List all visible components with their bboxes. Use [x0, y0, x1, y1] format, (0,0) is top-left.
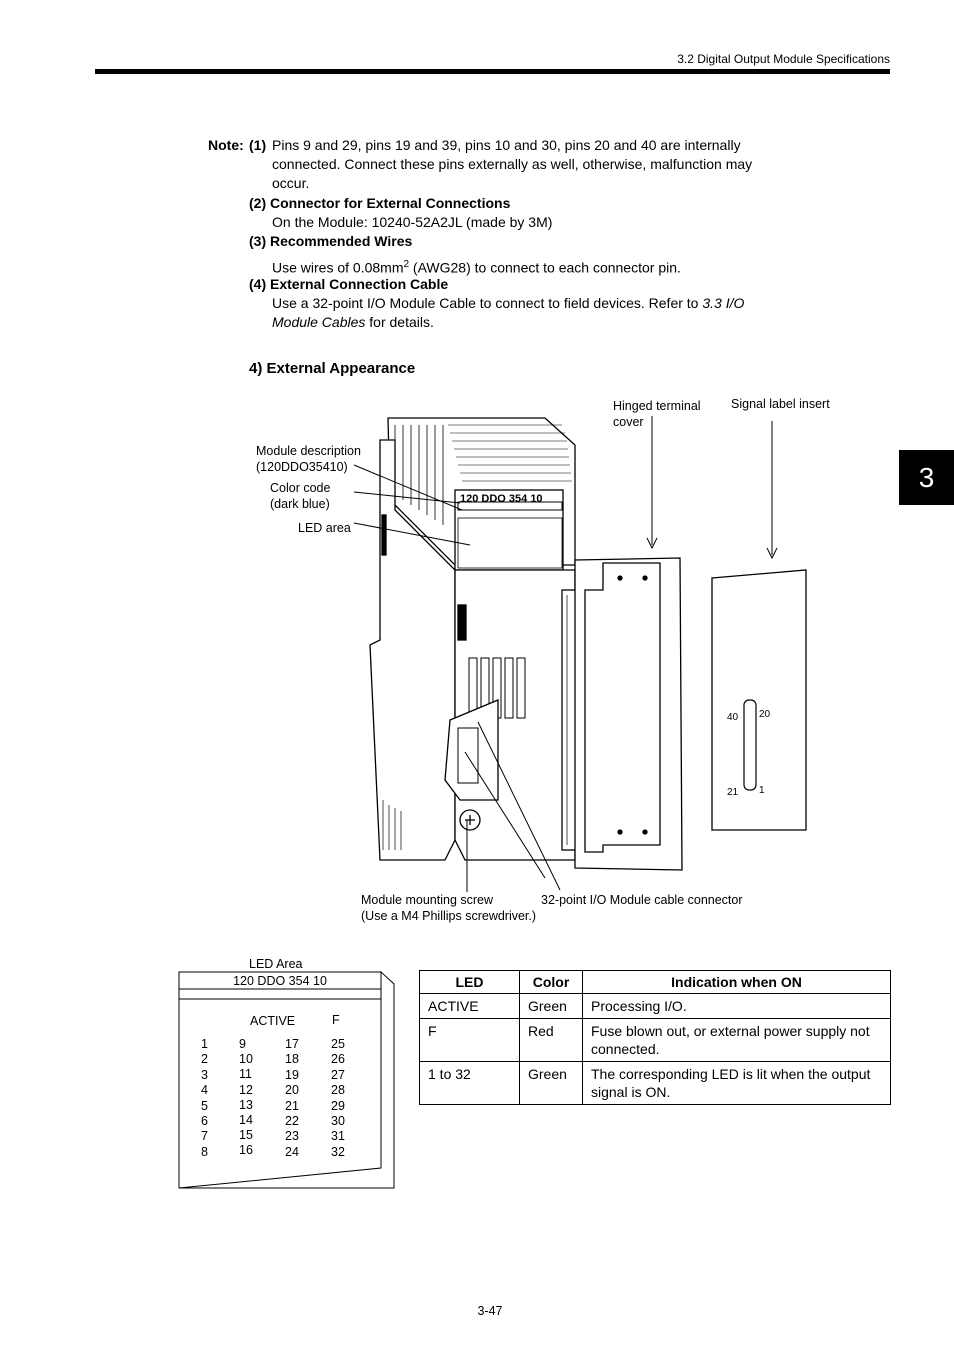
led-indication-table — [419, 970, 891, 1105]
cell-indication: Fuse blown out, or external power supply not connected. — [583, 1019, 891, 1062]
label-hinged-cover: Hinged terminal cover — [613, 399, 701, 429]
label-cable-connector: 32-point I/O Module cable connector — [541, 893, 743, 907]
cell-led: F — [420, 1019, 520, 1062]
header-led: LED — [420, 971, 520, 994]
led-area-active: ACTIVE — [250, 1014, 296, 1028]
label-led-area: LED area — [298, 521, 351, 535]
led-area-fuse: F — [332, 1013, 340, 1027]
note-1-number: (1) — [249, 137, 267, 153]
table-row — [420, 1019, 891, 1062]
cell-color: Red — [520, 1019, 583, 1062]
table-row — [420, 1062, 891, 1105]
cell-indication: Processing I/O. — [583, 994, 891, 1019]
label-signal-insert: Signal label insert — [731, 397, 830, 411]
note-4-text: Use a 32-point I/O Module Cable to connect to field devices. Refer to 3.3 I/O Module Cables for details. — [272, 295, 745, 330]
page-number: 3-47 — [477, 1304, 503, 1318]
section-heading: 4) External Appearance — [249, 360, 416, 377]
module-marking: 120 DDO 354 10 — [460, 493, 543, 505]
note-2-heading: (2) Connector for External Connections — [249, 195, 511, 211]
insert-pin-40: 40 — [727, 712, 739, 723]
running-header: 3.2 Digital Output Module Specifications — [677, 52, 890, 66]
note-label: Note: — [208, 137, 244, 153]
header-color: Color — [520, 971, 583, 994]
label-color-code: Color code (dark blue) — [270, 481, 331, 511]
cell-led: ACTIVE — [420, 994, 520, 1019]
led-col-1: 1 2 3 4 5 6 7 8 — [201, 1037, 208, 1159]
table-header-row — [420, 971, 891, 994]
note-2-text: On the Module: 10240-52A2JL (made by 3M) — [272, 214, 553, 230]
header-indication: Indication when ON — [583, 971, 891, 994]
insert-pin-20: 20 — [759, 709, 771, 720]
note-3-heading: (3) Recommended Wires — [249, 233, 413, 249]
insert-pin-1: 1 — [759, 785, 765, 796]
note-4-heading: (4) External Connection Cable — [249, 276, 449, 292]
chapter-tab: 3 — [899, 450, 954, 505]
led-area-model: 120 DDO 354 10 — [233, 974, 327, 988]
cell-led: 1 to 32 — [420, 1062, 520, 1105]
table-row — [420, 994, 891, 1019]
note-3-text: Use wires of $0.08mm^2$ (AWG28) to connect to each connector pin. — [272, 259, 681, 276]
label-mounting-screw: Module mounting screw (Use a M4 Phillips screwdriver.) — [361, 893, 537, 923]
note-1-text: Pins 9 and 29, pins 19 and 39, pins 10 and 30, pins 20 and 40 are internally connected. Connect these pins externally as well, otherwise, malfunction may occur. — [272, 137, 753, 191]
cell-color: Green — [520, 1062, 583, 1105]
insert-pin-21: 21 — [727, 787, 739, 798]
led-col-4: 25 26 27 28 29 30 31 32 — [331, 1037, 345, 1159]
led-col-3: 17 18 19 20 21 22 23 24 — [285, 1037, 299, 1159]
cell-indication: The corresponding LED is lit when the output signal is ON. — [583, 1062, 891, 1105]
led-area-title: LED Area — [249, 957, 303, 971]
label-module-description: Module description (120DDO35410) — [256, 444, 361, 474]
cell-color: Green — [520, 994, 583, 1019]
led-col-2: 9 10 11 12 13 14 15 16 — [239, 1037, 253, 1158]
